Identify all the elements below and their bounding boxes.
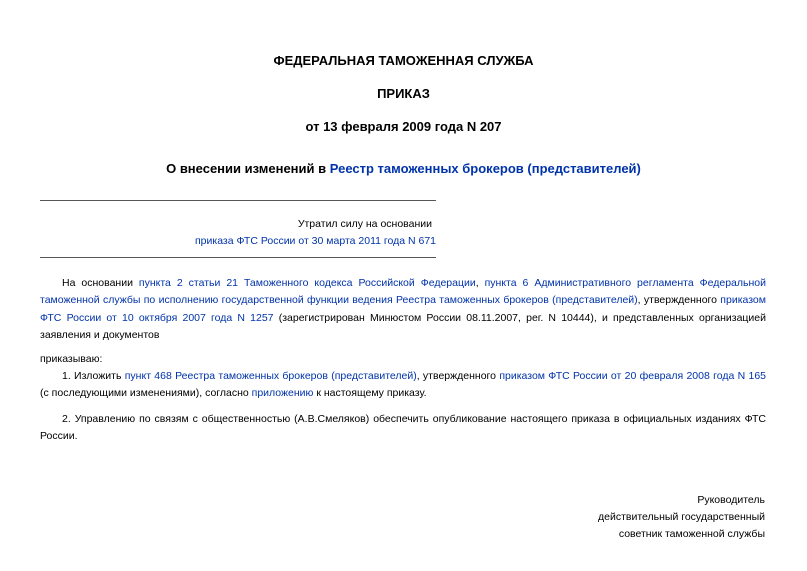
agency-heading: ФЕДЕРАЛЬНАЯ ТАМОЖЕННАЯ СЛУЖБА — [273, 53, 534, 68]
void-notice-top-divider — [40, 200, 436, 201]
signature-line-3: советник таможенной службы — [618, 528, 765, 540]
preamble-paragraph — [40, 275, 766, 344]
void-notice — [40, 216, 436, 250]
date-number-heading: от 13 февраля 2009 года N 207 — [305, 119, 502, 134]
signature-block — [598, 492, 765, 543]
preamble-text-2: , — [475, 277, 485, 289]
item1-text-2: , утвержденного — [416, 370, 500, 382]
preamble-text-4: (зарегистрирован Минюстом России 08.11.2007, рег. N 10444), и представленных организацией заявления и документов — [40, 311, 766, 341]
title-prefix: О внесении изменений в — [166, 161, 330, 176]
signature-line-2: действительный государственный — [597, 511, 765, 523]
admin-regulation-link[interactable]: пункта 6 Административного регламента Федеральной таможенной службы по исполнению государственной функции ведения Реестра таможенных брокеров (представителей) — [40, 277, 766, 307]
document-title — [0, 161, 807, 176]
item-2-paragraph: 2. Управлению по связям с общественностью (А.В.Смеляков) обеспечить опубликование настоящего приказа в официальных изданиях ФТС России. — [40, 413, 766, 443]
appendix-link[interactable]: приложению — [251, 387, 314, 400]
preamble-text-3: , утвержденного — [637, 294, 721, 307]
order-165-link[interactable]: приказом ФТС России от 20 февраля 2008 года N 165 — [499, 370, 766, 382]
void-notice-link[interactable]: приказа ФТС России от 30 марта 2011 года N 671 — [195, 235, 436, 247]
doc-type-heading: ПРИКАЗ — [377, 86, 430, 101]
registry-point-468-link[interactable]: пункт 468 Реестра таможенных брокеров (представителей) — [124, 370, 417, 382]
signature-line-1: Руководитель — [697, 494, 765, 506]
item1-text-1: 1. Изложить — [62, 370, 125, 382]
customs-code-link[interactable]: пункта 2 статьи 21 Таможенного кодекса Российской Федерации — [138, 277, 476, 289]
void-notice-bottom-divider — [40, 257, 436, 258]
order-word: приказываю: — [40, 353, 103, 365]
preamble-text-1: На основании — [62, 277, 139, 289]
item1-text-3: (с последующими изменениями), согласно — [40, 387, 252, 400]
item1-text-4: к настоящему приказу. — [313, 387, 427, 400]
void-notice-text: Утратил силу на основании — [297, 218, 432, 230]
registry-title-link[interactable]: Реестр таможенных брокеров (представителей) — [329, 161, 641, 176]
order-1257-link[interactable]: приказом ФТС России от 10 октября 2007 года N 1257 — [40, 294, 766, 324]
item-1-paragraph — [40, 368, 766, 403]
